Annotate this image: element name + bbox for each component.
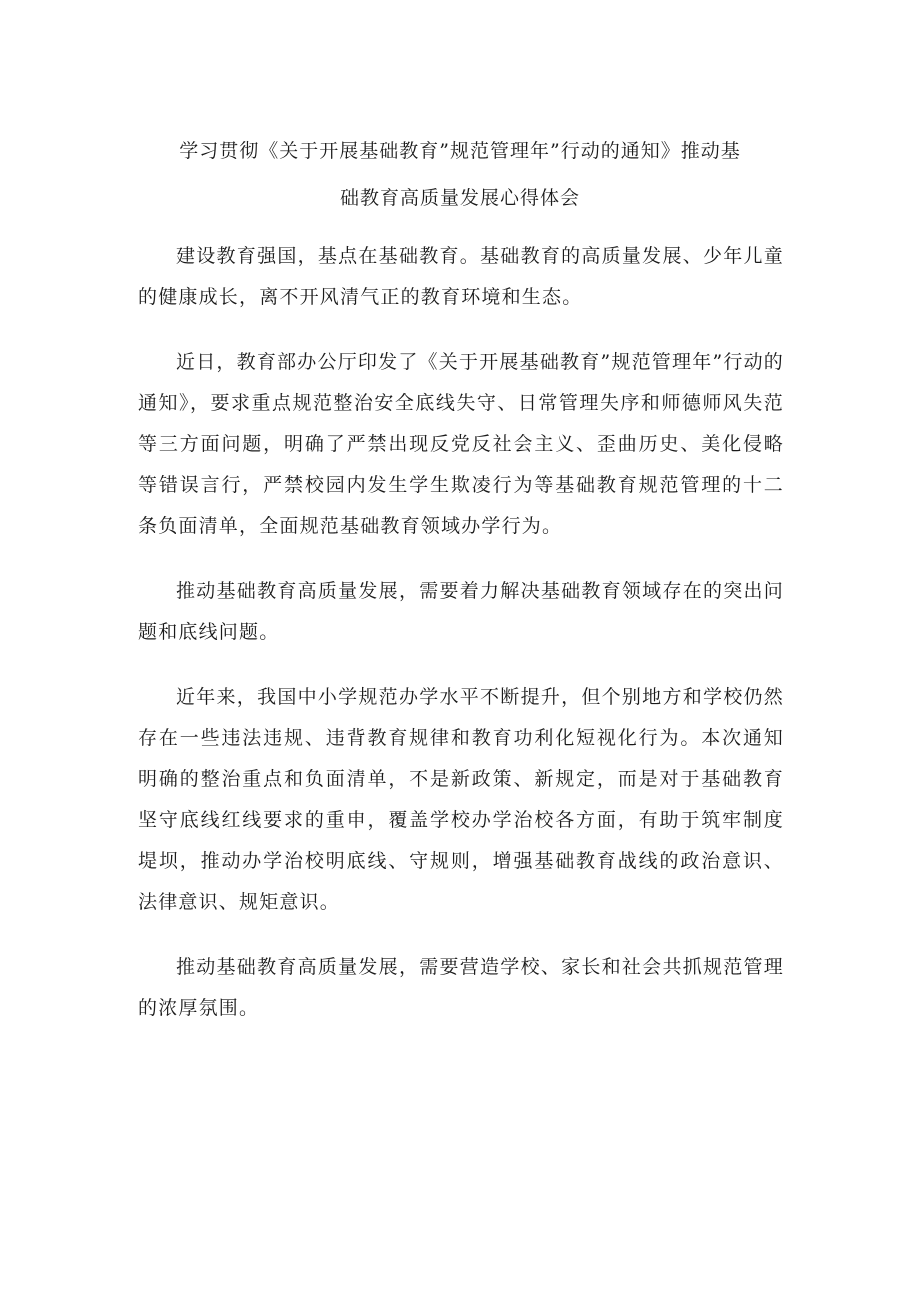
- document-body: [138, 236, 784, 1053]
- paragraph-4: 近年来，我国中小学规范办学水平不断提升，但个别地方和学校仍然存在一些违法违规、违背教育规律和教育功利化短视化行为。本次通知明确的整治重点和负面清单，不是新政策、新规定，而是对于基础教育坚守底线红线要求的重申，覆盖学校办学治校各方面，有助于筑牢制度堤坝，推动办学治校明底线、守规则，增强基础教育战线的政治意识、法律意识、规矩意识。: [138, 686, 784, 913]
- document-title-line-1: 学习贯彻《关于开展基础教育”规范管理年”行动的通知》推动基: [179, 140, 741, 162]
- paragraph-3: 推动基础教育高质量发展，需要着力解决基础教育领域存在的突出问题和底线问题。: [138, 580, 784, 643]
- document-title: [140, 128, 780, 222]
- paragraph-5: 推动基础教育高质量发展，需要营造学校、家长和社会共抓规范管理的浓厚氛围。: [138, 956, 784, 1019]
- paragraph-1: 建设教育强国，基点在基础教育。基础教育的高质量发展、少年儿童的健康成长，离不开风清气正的教育环境和生态。: [138, 245, 784, 308]
- document-title-line-2: 础教育高质量发展心得体会: [339, 187, 580, 209]
- paragraph-2: 近日，教育部办公厅印发了《关于开展基础教育”规范管理年”行动的通知》，要求重点规范整治安全底线失守、日常管理失序和师德师风失范等三方面问题，明确了严禁出现反党反社会主义、歪曲历史、美化侵略等错误言行，严禁校园内发生学生欺凌行为等基础教育规范管理的十二条负面清单，全面规范基础教育领域办学行为。: [138, 351, 784, 537]
